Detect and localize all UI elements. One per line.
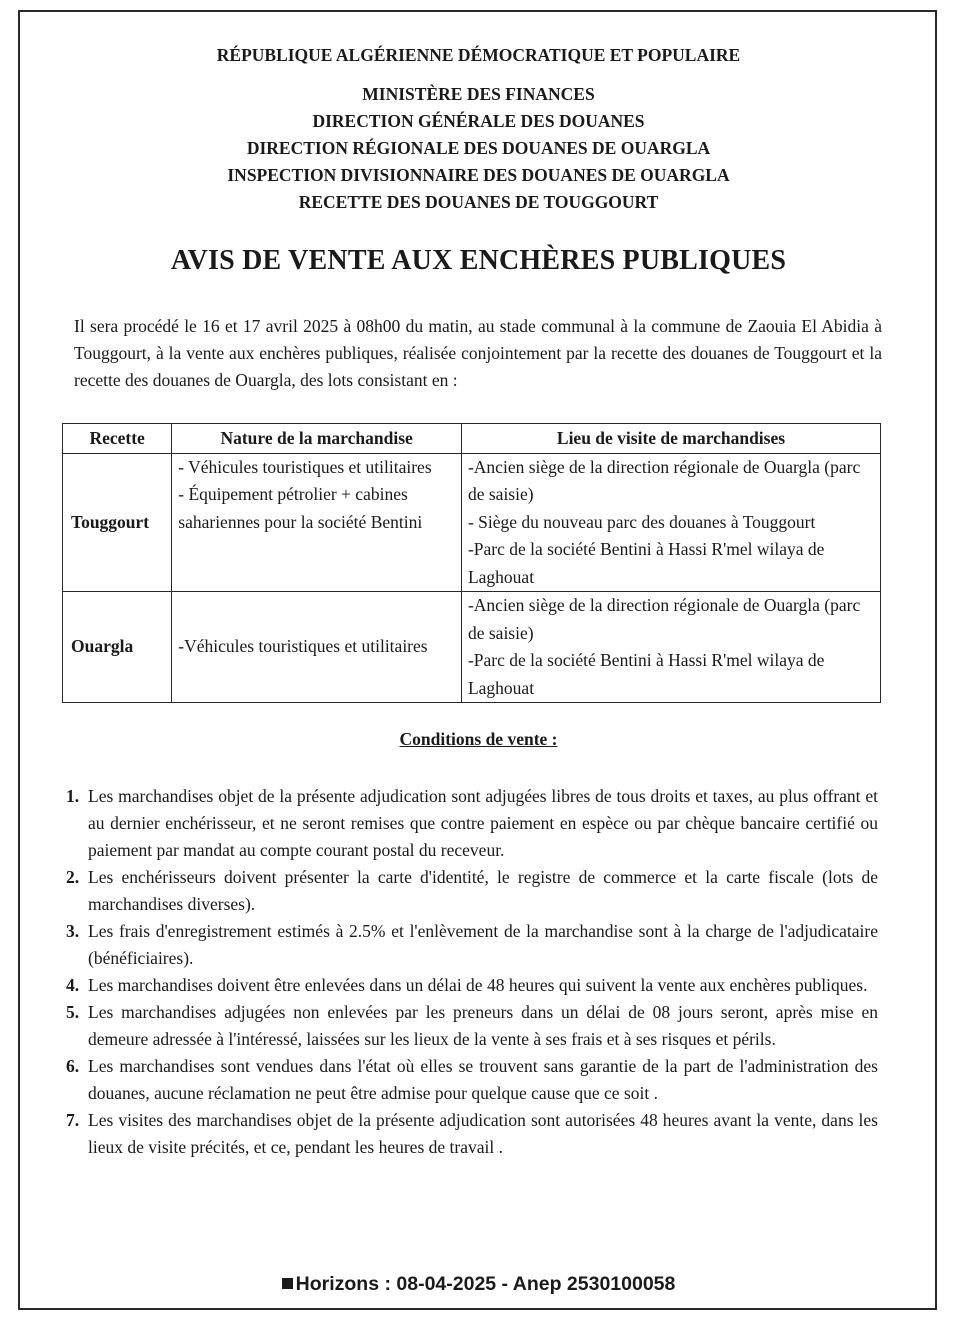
item-number: 2. — [66, 867, 80, 887]
table-row — [63, 592, 881, 703]
notice-title: AVIS DE VENTE AUX ENCHÈRES PUBLIQUES — [170, 245, 787, 276]
recette-cell: Ouargla — [63, 592, 172, 703]
lieu-cell — [461, 453, 880, 592]
republic-heading: RÉPUBLIQUE ALGÉRIENNE DÉMOCRATIQUE ET POPULAIRE — [216, 45, 741, 65]
nature-item: -Véhicules touristiques et utilitaires — [178, 636, 428, 657]
item-number: 4. — [66, 975, 80, 995]
inspection-line: INSPECTION DIVISIONNAIRE DES DOUANES DE OUARGLA — [227, 165, 730, 185]
direction-generale-line: DIRECTION GÉNÉRALE DES DOUANES — [312, 111, 645, 131]
item-text: Les marchandises adjugées non enlevées par les preneurs dans un délai de 08 jours seront, après mise en demeure adressée à l'intéressé, laissées sur les lieux de la vente à ses frais et à ses risques et périls. — [88, 1002, 878, 1049]
list-item — [58, 864, 878, 918]
lots-table — [62, 423, 881, 703]
intro-paragraph: Il sera procédé le 16 et 17 avril 2025 à 08h00 du matin, au stade communal à la commune de Zaouia El Abidia à Touggourt, à la vente aux enchères publiques, réalisée conjointement par la recette des douanes de Touggourt et la recette des douanes de Ouargla, des lots consistant en : — [74, 316, 882, 390]
item-text: Les marchandises sont vendues dans l'état où elles se trouvent sans garantie de la part de l'administration des douanes, aucune réclamation ne peut être admise pour quelque cause que ce soit . — [88, 1056, 878, 1103]
list-item — [58, 999, 878, 1053]
item-number: 7. — [66, 1110, 80, 1130]
item-number: 1. — [66, 786, 80, 806]
ministry-block — [0, 81, 957, 216]
item-text: Les marchandises doivent être enlevées dans un délai de 48 heures qui suivent la vente aux enchères publiques. — [88, 975, 868, 995]
publication-footer — [0, 1273, 957, 1296]
item-text: Les marchandises objet de la présente adjudication sont adjugées libres de tous droits et taxes, au plus offrant et au dernier enchérisseur, et ne seront remises que contre paiement en espèce ou par chèque bancaire certifié ou paiement par mandat au compte courant postal du receveur. — [88, 786, 878, 860]
recette-cell: Touggourt — [63, 453, 172, 592]
lieu-item: -Parc de la société Bentini à Hassi R'mel wilaya de Laghouat — [467, 650, 825, 698]
table-row — [63, 453, 881, 592]
header-nature: Nature de la marchandise — [172, 424, 462, 454]
item-number: 3. — [66, 921, 80, 941]
item-text: Les enchérisseurs doivent présenter la carte d'identité, le registre de commerce et la carte fiscale (lots de marchandises diverses). — [88, 867, 878, 914]
direction-regionale-line: DIRECTION RÉGIONALE DES DOUANES DE OUARGLA — [246, 138, 711, 158]
table-header-row — [63, 424, 881, 454]
ministry-line: MINISTÈRE DES FINANCES — [362, 84, 595, 104]
nature-item: - Véhicules touristiques et utilitaires — [178, 456, 432, 477]
conditions-title: Conditions de vente : — [399, 729, 558, 749]
lieu-item: -Ancien siège de la direction régionale de Ouargla (parc de saisie) — [467, 456, 861, 504]
header-recette: Recette — [63, 424, 172, 454]
list-item — [58, 918, 878, 972]
list-item — [58, 783, 878, 864]
nature-cell — [172, 453, 462, 592]
recette-line: RECETTE DES DOUANES DE TOUGGOURT — [298, 192, 659, 212]
lieu-cell — [461, 592, 880, 703]
list-item — [58, 1107, 878, 1161]
list-item — [58, 972, 878, 999]
item-text: Les visites des marchandises objet de la présente adjudication sont autorisées 48 heures avant la vente, dans les lieux de visite précités, et ce, pendant les heures de travail . — [88, 1110, 878, 1157]
lieu-item: - Siège du nouveau parc des douanes à Touggourt — [467, 511, 816, 532]
square-bullet-icon — [282, 1278, 293, 1289]
nature-item: - Équipement pétrolier + cabines sahariennes pour la société Bentini — [178, 484, 423, 532]
nature-cell — [172, 592, 462, 703]
footer-text: Horizons : 08-04-2025 - Anep 2530100058 — [295, 1273, 676, 1295]
item-text: Les frais d'enregistrement estimés à 2.5% et l'enlèvement de la marchandise sont à la charge de l'adjudicataire (bénéficiaires). — [88, 921, 878, 968]
item-number: 5. — [66, 1002, 80, 1022]
header-lieu: Lieu de visite de marchandises — [461, 424, 880, 454]
list-item — [58, 1053, 878, 1107]
lieu-item: -Ancien siège de la direction régionale de Ouargla (parc de saisie) — [467, 595, 861, 643]
item-number: 6. — [66, 1056, 80, 1076]
lieu-item: -Parc de la société Bentini à Hassi R'mel wilaya de Laghouat — [467, 539, 825, 587]
conditions-list — [58, 783, 878, 1161]
